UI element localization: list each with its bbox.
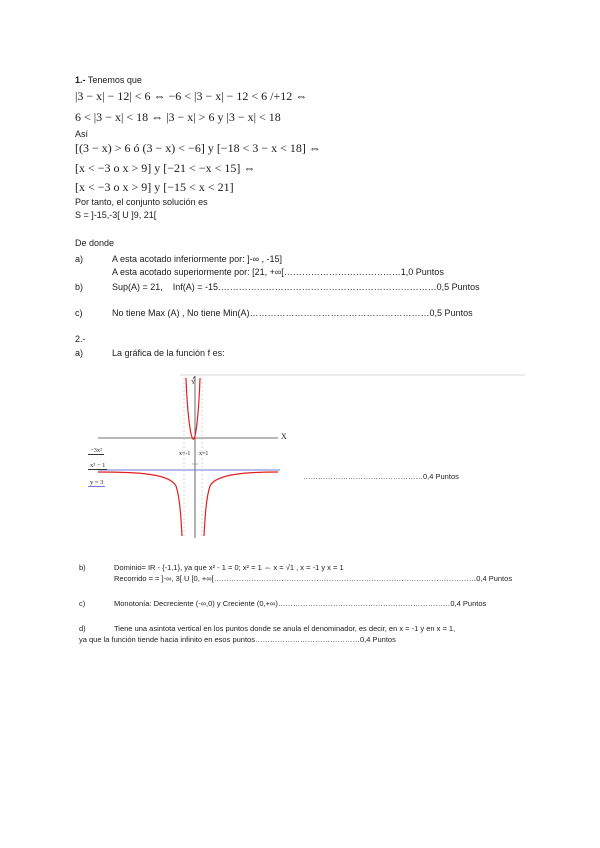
q2-a-points-line <box>303 472 459 481</box>
q1-c-line <box>112 308 473 319</box>
q2-d-line1: Tiene una asintota vertical en los puntos donde se anula el denominador, es decir, en x = -1 y en x = 1, <box>114 624 456 633</box>
q1-a-line2-points: 1,0 Puntos <box>400 267 444 277</box>
q1-a-line2 <box>112 267 444 278</box>
q1-a-line1-value: ]-∞ , -15] <box>247 254 283 264</box>
curve-right-branch <box>204 472 278 536</box>
q1-a-line1-prefix: A esta acotado inferiormente por: <box>112 254 248 264</box>
q2-b-line2 <box>114 574 512 583</box>
q1-a-line2-prefix: A esta acotado superiormente por: <box>112 267 253 277</box>
q2-c-line <box>114 599 486 608</box>
q1-solution: S = ]-15,-3[ U ]9, 21[ <box>75 210 157 220</box>
q2-d-line2-dots: …………………………………… <box>254 635 360 644</box>
q2-d-label: d) <box>79 624 86 633</box>
q1-heading <box>75 75 142 86</box>
legend-numerator: −3x² <box>90 447 103 454</box>
legend-asymptote: y = 3 <box>90 479 104 486</box>
q2-b-line2-dots: …………………………………………………………………………………………… <box>213 574 477 583</box>
q2-d-line2-prefix: ya que la función tiende hacia infinito en esos puntos <box>79 635 255 644</box>
q1-b-inf: Inf(A) = -15. <box>172 282 221 292</box>
q1-number: 1.- <box>75 75 86 85</box>
q1-a-label: a) <box>75 254 84 264</box>
q1-c-text: No tiene Max (A) , No tiene Min(A) <box>112 308 250 318</box>
q2-a-text: La gráfica de la función f es: <box>112 348 225 358</box>
graph-label-right: x=1 <box>199 451 209 457</box>
graph-label-left: x=-1 <box>179 451 191 457</box>
q1-c-dots: …………………………………………………… <box>249 308 430 318</box>
q2-number: 2.- <box>75 334 86 344</box>
q1-conclusion: Por tanto, el conjunto solución es <box>75 197 208 207</box>
q2-b-line2-prefix: Recorrido = = ]-∞, 3[ U [0, +∞[ <box>114 574 214 583</box>
curve-center-branch <box>186 378 200 439</box>
q1-eq2: 6 < |3 − x| < 18 ⇔ |3 − x| > 6 y |3 − x| < 18 <box>75 110 281 124</box>
q1-heading-text: Tenemos que <box>87 75 142 85</box>
q1-c-points: 0,5 Puntos <box>429 308 473 318</box>
q1-de-donde: De donde <box>75 238 115 248</box>
q1-eq4: [x < −3 o x > 9] y [−21 < −x < 15] ⇔ <box>75 161 256 175</box>
q2-c-text: Monotonía: Decreciente (-∞,0) y Creciente (0,+∞) <box>114 599 278 608</box>
q2-b-line1: Dominio= IR - {-1,1}, ya que x² - 1 = 0; x² = 1 ⇔ x = √1 , x = -1 y x = 1 <box>114 563 344 572</box>
q1-c-label: c) <box>75 308 83 318</box>
q2-d-line2-points: 0,4 Puntos <box>359 635 396 644</box>
graph-x-label: X <box>281 432 287 441</box>
q1-a-line2-value: [21, +∞[ <box>252 267 284 277</box>
q1-asi: Así <box>75 129 89 139</box>
q1-b-dots: ……………………………………………………………… <box>220 282 437 292</box>
q1-eq3: [(3 − x) > 6 ó (3 − x) < −6] y [−18 < 3 − x < 18] ⇔ <box>75 141 321 155</box>
q1-a-line2-dots: ………………………………… <box>283 267 401 277</box>
q1-eq1: |3 − x| − 12| < 6 ⇔ −6 < |3 − x| − 12 < 6 /+12 ⇔ <box>75 89 308 103</box>
q2-a-dots: ………………………………………… <box>303 472 423 481</box>
q1-a-line1 <box>112 254 282 265</box>
graph-y-label: Y <box>191 380 196 386</box>
q2-b-label: b) <box>79 563 86 572</box>
q1-b-line <box>112 282 480 293</box>
curve-left-branch <box>98 472 182 536</box>
q2-c-points: 0,4 Puntos <box>450 599 487 608</box>
q2-b-line2-points: 0,4 Puntos <box>476 574 513 583</box>
q2-a-label: a) <box>75 348 84 358</box>
q2-d-line2 <box>79 635 396 644</box>
q1-b-sup: Sup(A) = 21, <box>112 282 163 292</box>
q1-b-points: 0,5 Puntos <box>436 282 480 292</box>
q2-c-dots: …………………………………………………………… <box>277 599 451 608</box>
q2-a-points: 0,4 Puntos <box>423 472 459 481</box>
q1-b-label: b) <box>75 282 84 292</box>
legend-denominator: x² − 1 <box>90 462 106 469</box>
q1-eq5: [x < −3 o x > 9] y [−15 < x < 21] <box>75 180 234 194</box>
function-graph <box>80 368 540 548</box>
q2-c-label: c) <box>79 599 86 608</box>
